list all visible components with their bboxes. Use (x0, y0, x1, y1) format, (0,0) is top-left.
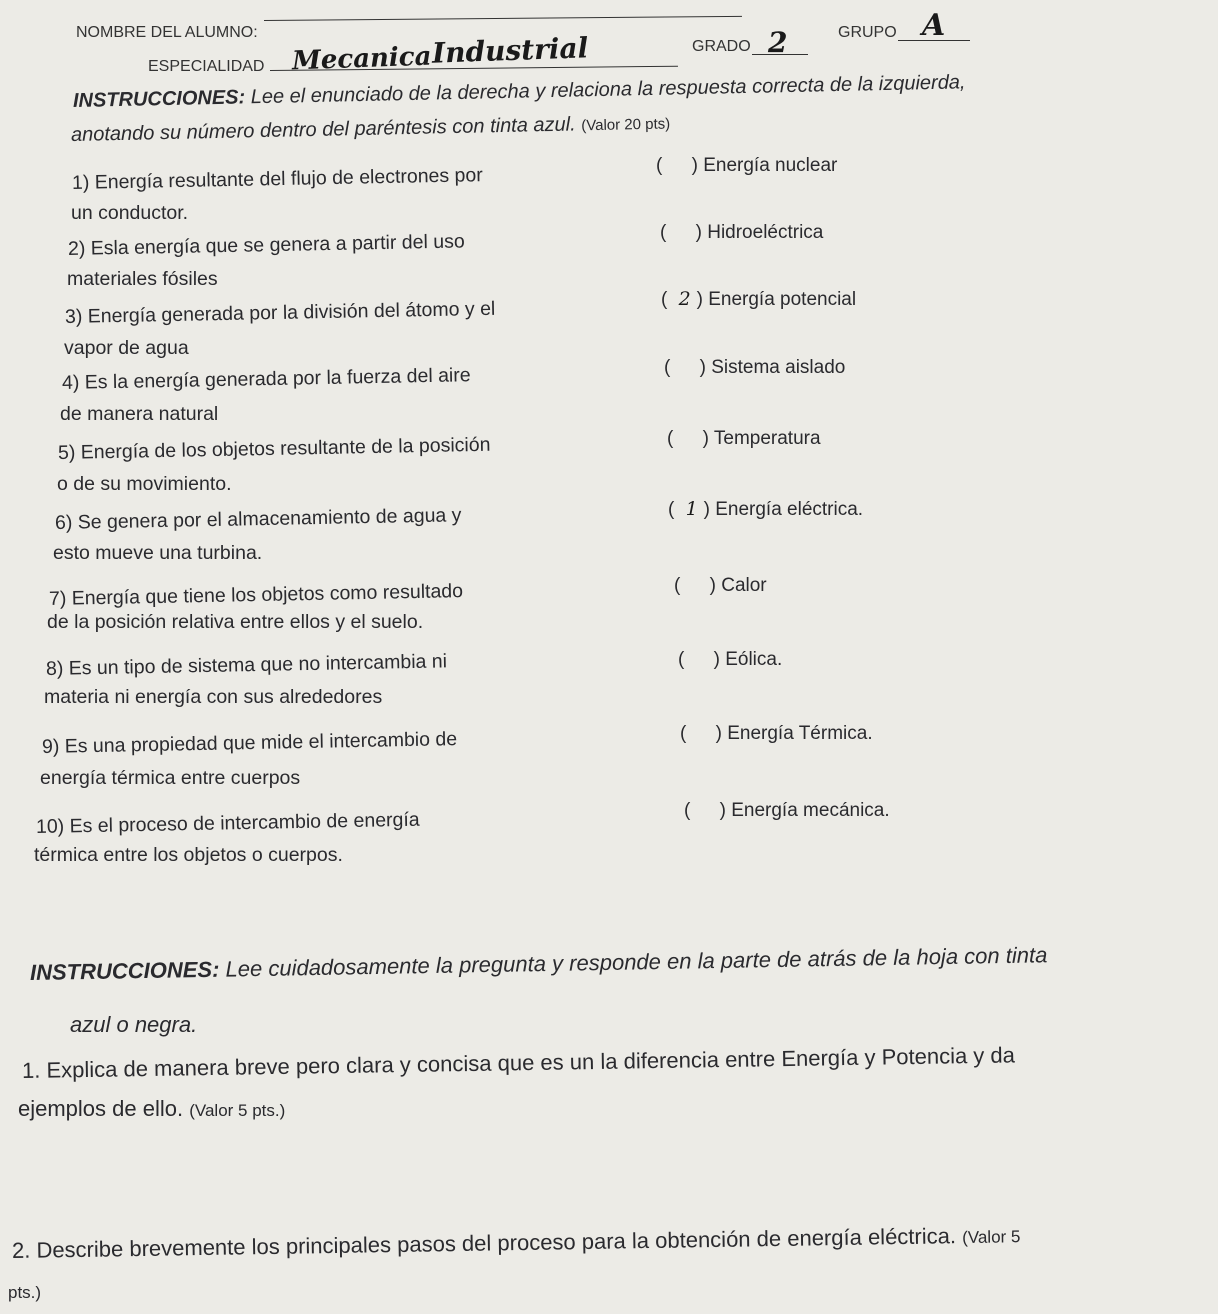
option-6[interactable]: ( 1 ) Energía eléctrica. (668, 498, 864, 520)
question-5-line1: 5) Energía de los objetos resultante de la posición (57, 433, 491, 464)
option-9[interactable]: ( ) Energía Térmica. (680, 723, 873, 744)
question-6-line2: esto mueve una turbina. (53, 542, 263, 564)
section1-instructions (73, 71, 966, 113)
question-1-line2: un conductor. (71, 202, 189, 224)
question-10-line1: 10) Es el proceso de intercambio de energía (35, 808, 420, 838)
question-s2-2-line2 (8, 1278, 41, 1304)
question-s2-2-value: (Valor 5 (961, 1227, 1021, 1248)
section1-instructions-title: INSTRUCCIONES: (72, 86, 246, 112)
nombre-line[interactable] (264, 16, 742, 21)
question-10-line2: térmica entre los objetos o cuerpos. (34, 844, 343, 866)
section2-instructions-line1: Lee cuidadosamente la pregunta y responde en la parte de atrás de la hoja con tinta (219, 942, 1048, 982)
question-3-line2: vapor de agua (64, 337, 189, 359)
option-2-label: Hidroeléctrica (707, 222, 824, 243)
question-s2-1-line2 (18, 1096, 285, 1122)
question-7-line2: de la posición relativa entre ellos y el suelo. (47, 611, 424, 633)
question-7-line1: 7) Energía que tiene los objetos como resultado (48, 580, 464, 610)
option-8-label: Eólica. (725, 649, 783, 670)
option-10-label: Energía mecánica. (731, 800, 890, 821)
section2-instructions (30, 942, 1048, 986)
question-s2-2-text: 2. Describe brevemente los principales pasos del proceso para la obtención de energía eléctrica. (11, 1223, 957, 1263)
grupo-handwritten: A (922, 8, 946, 43)
option-5-label: Temperatura (713, 428, 821, 449)
question-9-line1: 9) Es una propiedad que mide el intercambio de (41, 728, 458, 758)
question-3-line1: 3) Energía generada por la división del átomo y el (64, 297, 496, 328)
section2-instructions-line2: azul o negra. (70, 1012, 198, 1037)
section1-instructions-line1: Lee el enunciado de la derecha y relaciona la respuesta correcta de la izquierda, (244, 71, 966, 109)
section1-instructions-2 (71, 111, 671, 147)
question-8-line2: materia ni energía con sus alrededores (44, 686, 383, 708)
option-4[interactable]: ( ) Sistema aislado (664, 357, 846, 378)
option-4-label: Sistema aislado (711, 357, 846, 378)
option-3-answer[interactable]: 2 (678, 288, 691, 310)
nombre-label: NOMBRE DEL ALUMNO: (76, 24, 258, 41)
option-6-label: Energía eléctrica. (715, 499, 864, 520)
option-8[interactable]: ( ) Eólica. (678, 649, 783, 670)
option-7-label: Calor (721, 575, 767, 596)
especialidad-label: ESPECIALIDAD (148, 58, 265, 75)
grupo-label: GRUPO (838, 24, 897, 41)
option-3[interactable]: ( 2 ) Energía potencial (661, 288, 857, 310)
question-2-line1: 2) Esla energía que se genera a partir del uso (67, 230, 465, 260)
question-s2-1-value: (Valor 5 pts.) (189, 1101, 286, 1120)
option-2[interactable]: ( ) Hidroeléctrica (660, 222, 824, 243)
question-8-line1: 8) Es un tipo de sistema que no intercambia ni (45, 650, 448, 680)
question-4-line1: 4) Es la energía generada por la fuerza del aire (61, 364, 471, 394)
grado-label: GRADO (692, 38, 751, 55)
question-s2-2-line1 (12, 1222, 1021, 1264)
question-6-line1: 6) Se genera por el almacenamiento de agua y (54, 504, 462, 534)
question-1-line1: 1) Energía resultante del flujo de electrones por (71, 164, 483, 194)
option-1[interactable]: ( ) Energía nuclear (656, 155, 838, 176)
option-9-label: Energía Térmica. (727, 723, 873, 744)
option-5[interactable]: ( ) Temperatura (667, 428, 821, 449)
option-7[interactable]: ( ) Calor (674, 575, 767, 596)
section1-value-note: (Valor 20 pts) (581, 115, 671, 135)
question-9-line2: energía térmica entre cuerpos (40, 767, 301, 789)
section1-instructions-line2: anotando su número dentro del paréntesis con tinta azul. (70, 113, 576, 146)
question-4-line2: de manera natural (60, 403, 219, 425)
option-10[interactable]: ( ) Energía mecánica. (684, 800, 890, 821)
option-3-label: Energía potencial (708, 289, 857, 310)
grado-handwritten: 2 (768, 26, 788, 59)
question-s2-1-line1: 1. Explica de manera breve pero clara y concisa que es un la diferencia entre Energía y Potencia y da (21, 1042, 1016, 1083)
option-6-answer[interactable]: 1 (685, 498, 698, 520)
question-5-line2: o de su movimiento. (57, 473, 232, 495)
especialidad-handwritten-2: Industrial (431, 31, 589, 70)
especialidad-handwritten-1: Mecanica (291, 41, 432, 77)
question-s2-2-value-end: pts.) (8, 1283, 42, 1302)
question-2-line2: materiales fósiles (67, 268, 218, 290)
question-s2-1-text: ejemplos de ello. (18, 1096, 184, 1121)
section2-instructions-title: INSTRUCCIONES: (29, 956, 220, 985)
option-1-label: Energía nuclear (703, 155, 838, 176)
